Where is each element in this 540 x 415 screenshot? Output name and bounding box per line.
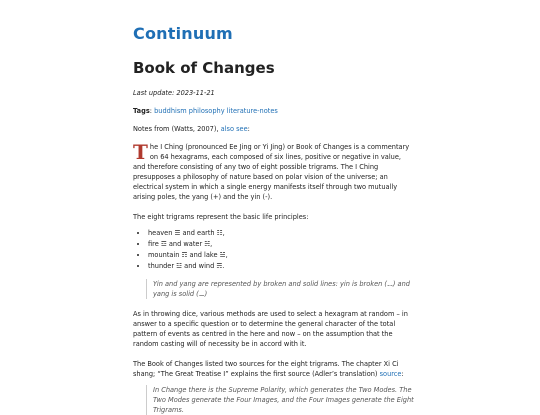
list-item: • heaven ☰ and earth ☷,: [148, 228, 228, 239]
intro-paragraph: [133, 142, 411, 202]
sources-text: The Book of Changes listed two sources for the eight trigrams. The chapter Xi Ci shang; “The Great Treatise I” explains the first source (Adler’s translation): [133, 360, 399, 378]
tags-row: Tags: buddhism philosophy literature-notes: [133, 107, 278, 115]
trigram-intro: The eight trigrams represent the basic life principles:: [133, 213, 309, 221]
tag-philosophy[interactable]: philosophy: [188, 107, 225, 115]
last-update-label: Last update:: [133, 89, 175, 97]
notes-suffix: :: [247, 125, 250, 133]
logo-initial: C: [133, 24, 145, 43]
list-item: • fire ☲ and water ☵,: [148, 239, 228, 250]
notes-prefix: Notes from (Watts, 2007),: [133, 125, 221, 133]
sources-suffix: :: [401, 370, 404, 378]
trigram-list: [140, 228, 228, 272]
intro-text: he I Ching (pronounced Ee Jing or Yi Jing) or Book of Changes is a commentary on 64 hexagrams, each composed of six lines, positive or negative in value, and therefore consisting of any two of eight possible trigrams. The I Ching presupposes a philosophy of nature based on polar vision of the universe; an electrical system in which a single energy manifests itself through two mutually arising poles, the yang (+) and the yin (-).: [133, 143, 410, 201]
tags-label: Tags: [133, 107, 150, 115]
tag-buddhism[interactable]: buddhism: [154, 107, 187, 115]
dice-paragraph: As in throwing dice, various methods are used to select a hexagram at random – in answer to a specific question or to determine the general character of the total pattern of events as centred in the here and now – on the assumption that the random casting will of necessity be in accord with it.: [133, 310, 408, 348]
list-item: • mountain ☶ and lake ☱,: [148, 250, 228, 261]
list-item: • thunder ☳ and wind ☴.: [148, 261, 228, 272]
blockquote-yin-yang: Yin and yang are represented by broken and solid lines: yin is broken (⚋) and yang is solid (⚊): [146, 279, 417, 299]
tag-literature-notes[interactable]: literature-notes: [226, 107, 278, 115]
drop-cap: T: [133, 140, 148, 164]
logo-text: ontinuum: [144, 24, 233, 43]
last-update-date: 2023-11-21: [176, 89, 215, 97]
sources-paragraph: [133, 359, 411, 379]
last-update: [133, 88, 215, 98]
notes-line: [133, 124, 250, 134]
blockquote-polarity: In Change there is the Supreme Polarity, which generates the Two Modes. The Two Modes generate the Four Images, and the Four Images generate the Eight Trigrams.: [146, 385, 417, 415]
source-link[interactable]: source: [379, 370, 402, 378]
also-see-link[interactable]: also see: [220, 125, 248, 133]
page-title: Book of Changes: [133, 59, 275, 77]
site-logo[interactable]: [133, 24, 233, 43]
